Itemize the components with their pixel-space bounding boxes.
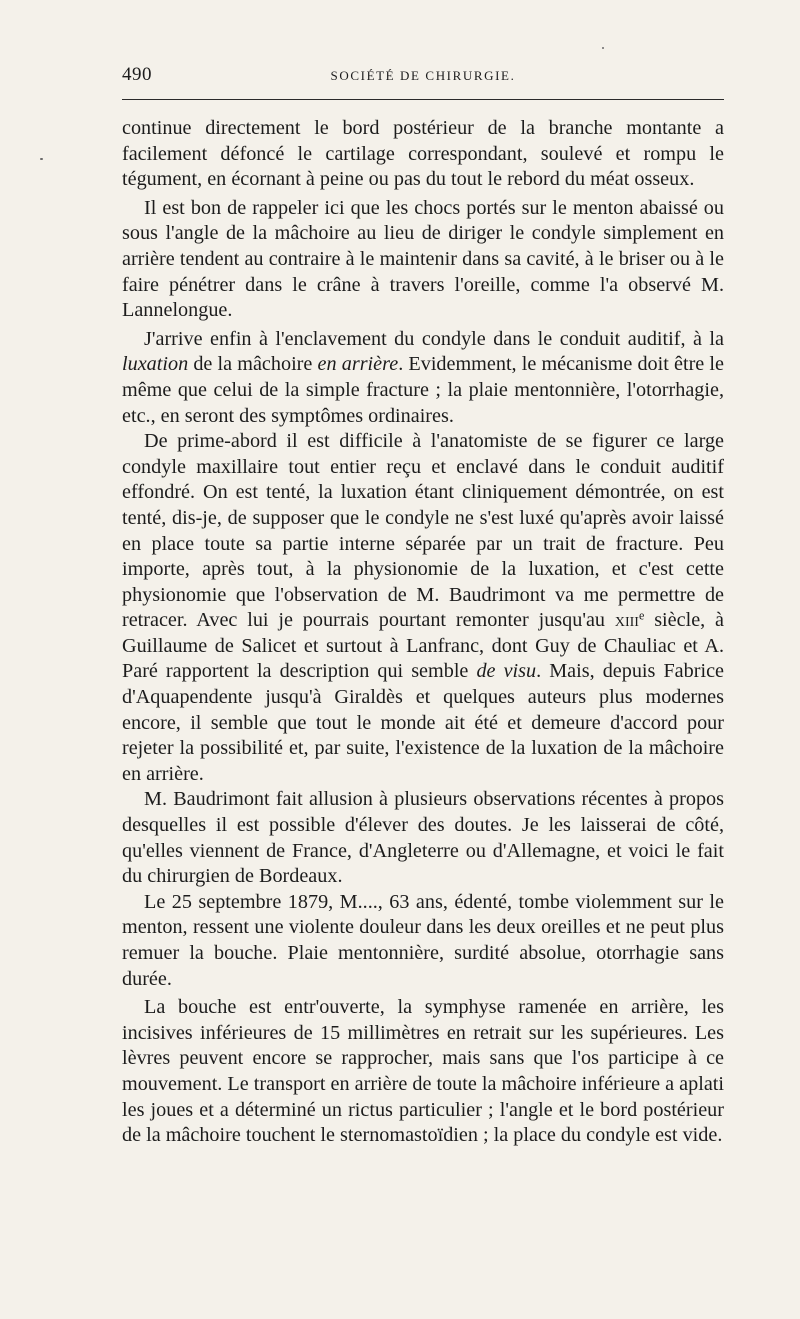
paragraph-4 bbox=[122, 429, 724, 787]
paragraph-5: M. Baudrimont fait allusion à plusieurs observations récentes à propos desquelles il est possible d'élever des doutes. Je les laisserai de côté, qu'elles viennent de France, d'Angleterre ou d'Allemagne, et voici le fait du chirurgien de Bordeaux. bbox=[122, 788, 724, 888]
running-title: SOCIÉTÉ DE CHIRURGIE. bbox=[330, 68, 516, 83]
paragraph-4-century-superscript: e bbox=[638, 608, 645, 623]
page-header bbox=[122, 64, 724, 94]
paragraph-4-century: xiii bbox=[614, 609, 639, 632]
paragraph-2: Il est bon de rappeler ici que les chocs portés sur le menton abaissé ou sous l'angle de la mâchoire au lieu de diriger le condyle simplement en arrière tendent au contraire à le maintenir dans sa cavité, à le briser ou à le faire pénétrer dans le crâne à travers l'oreille, comme l'a observé M. Lannelongue. bbox=[122, 196, 724, 322]
paragraph-4-text-b: siècle, à Guillaume de Salicet et surtout à Lanfranc, dont Guy de Chauliac et A. Paré rapportent la description qui semble bbox=[122, 609, 725, 683]
paragraph-3-text-a: J'arrive enfin à l'enclavement du condyle dans le conduit auditif, à la bbox=[144, 327, 724, 350]
paper-speck bbox=[40, 158, 43, 160]
header-rule bbox=[122, 99, 724, 100]
paragraph-4-italic-de-visu: de visu bbox=[476, 660, 537, 683]
paragraph-3-italic-en-arriere: en arrière bbox=[317, 353, 399, 376]
body-text bbox=[122, 116, 724, 1149]
paragraph-4-text-c: . Mais, depuis Fabrice d'Aquapendente jusqu'à Giraldès et quelques auteurs plus modernes encore, il semble que tout le monde ait été et demeure d'accord pour rejeter la possibilité et, par suite, l'existence de la luxation de la mâchoire en arrière. bbox=[122, 660, 724, 785]
paragraph-3-text-b: de la mâchoire bbox=[188, 353, 318, 376]
paragraph-3-italic-luxation: luxation bbox=[122, 353, 189, 376]
paragraph-1: continue directement le bord postérieur de la branche montante a facilement défoncé le cartilage correspondant, soulevé et rompu le tégument, en écornant à peine ou pas du tout le rebord du méat osseux. bbox=[122, 117, 724, 191]
paragraph-4-text-a: De prime-abord il est difficile à l'anatomiste de se figurer ce large condyle maxillaire tout entier reçu et enclavé dans le conduit auditif effondré. On est tenté, la luxation étant cliniquement démontrée, on est tenté, dis-je, de supposer que le condyle ne s'est luxé qu'après avoir laissé en place toute sa partie interne séparée par un trait de fracture. Peu importe, après tout, à la physionomie de la luxation, et c'est cette physionomie que l'observation de M. Baudrimont va me permettre de retracer. Avec lui je pourrais pourtant remonter jusqu'au bbox=[122, 430, 724, 632]
paragraph-3-text-c: . Evidemment, le mécanisme doit être le même que celui de la simple fracture ; la plaie mentonnière, l'otorrhagie, etc., en seront des symptômes ordinaires. bbox=[122, 353, 724, 427]
paper-speck bbox=[602, 47, 604, 49]
paragraph-6: Le 25 septembre 1879, M...., 63 ans, édenté, tombe violemment sur le menton, ressent une violente douleur dans les deux oreilles et ne peut plus remuer la bouche. Plaie mentonnière, surdité absolue, otorrhagie sans durée. bbox=[122, 890, 724, 990]
page-number: 490 bbox=[122, 64, 152, 85]
paragraph-3 bbox=[122, 327, 724, 429]
paragraph-7: La bouche est entr'ouverte, la symphyse ramenée en arrière, les incisives inférieures de 15 millimètres en retrait sur les supérieures. Les lèvres peuvent encore se rapprocher, mais sans que l'os participe à ce mouvement. Le transport en arrière de toute la mâchoire inférieure a aplati les joues et a déterminé un rictus particulier ; l'angle et le bord postérieur de la mâchoire touchent le sternomastoïdien ; la place du condyle est vide. bbox=[122, 996, 724, 1147]
